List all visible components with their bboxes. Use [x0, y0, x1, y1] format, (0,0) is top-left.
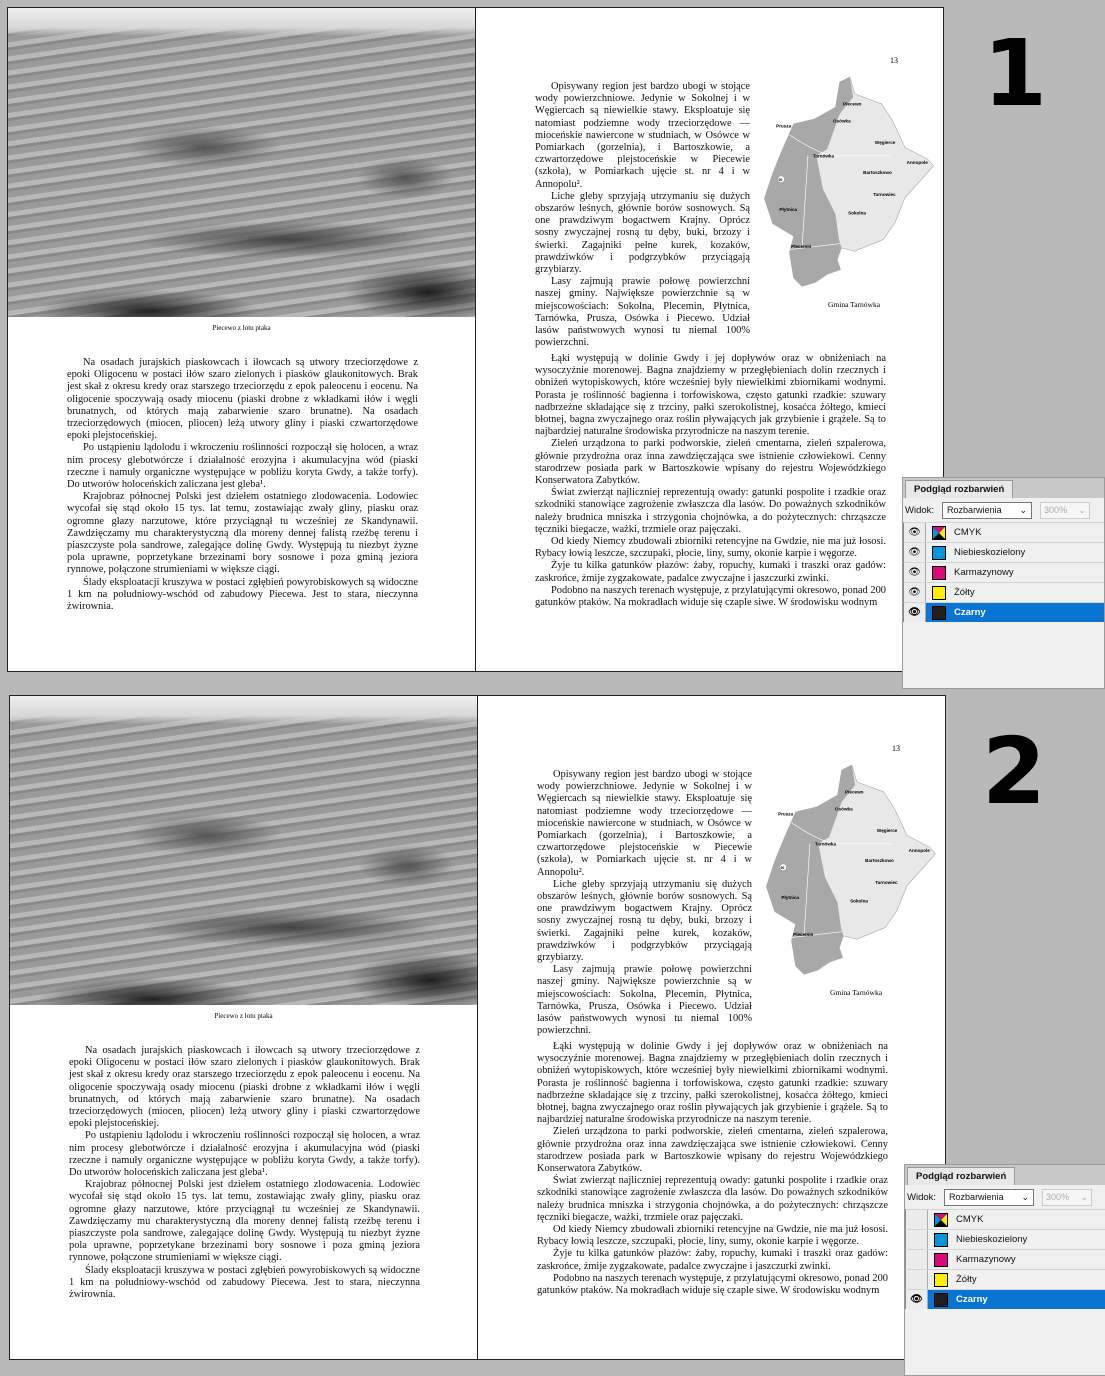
separation-label: Niebieskozielony — [954, 547, 1026, 558]
zoom-select[interactable] — [1040, 502, 1090, 519]
paragraph: Zieleń urządzona to parki podworskie, zieleń cmentarna, zieleń szpalerowa, głównie przydrożna oraz inna zawdzięczająca swe istnienie człowiekowi. Cenny starodrzew posiada park w Bartoszkowie wpisany do rejestru Wojewódzkiego Konserwatora Zabytków. — [537, 1126, 888, 1175]
visibility-toggle[interactable] — [906, 1230, 928, 1249]
left-body-text — [69, 1045, 420, 1301]
separation-label: Niebieskozielony — [956, 1234, 1028, 1245]
photo-caption: Piecewo z lotu ptaka — [214, 1012, 273, 1020]
separation-row[interactable] — [905, 1289, 1105, 1309]
map-place-label: Tarnowiec — [875, 879, 898, 885]
map-place-label: Płytnica — [781, 895, 800, 901]
visibility-toggle[interactable] — [904, 543, 926, 562]
separation-row[interactable] — [905, 1209, 1105, 1229]
view-select-value: Rozbarwienia — [947, 505, 1002, 515]
map-place-label: Prusza — [776, 123, 792, 129]
separation-label: Karmazynowy — [956, 1254, 1016, 1265]
color-swatch — [932, 606, 946, 620]
road-number: 90 — [778, 177, 783, 182]
map-place-label: Plecemin — [791, 243, 812, 249]
map-place-label: Węgierce — [876, 828, 898, 834]
left-page — [8, 8, 476, 671]
chevron-down-icon: ⌄ — [1080, 1191, 1089, 1202]
color-swatch — [934, 1253, 948, 1267]
map-place-label: Annopole — [906, 160, 928, 166]
color-swatch — [932, 566, 946, 580]
paragraph: Żyje tu kilka gatunków płazów: żaby, ropuchy, kumaki i traszki oraz gadów: zaskrońce, żmije zygzakowate, padalce zwyczajne i jaszczurki zwinki. — [537, 1248, 888, 1272]
paragraph: Opisywany region jest bardzo ubogi w stojące wody powierzchniowe. Jedynie w Sokolnej i w Węgiercach są niewielkie stawy. Eksploatuje się natomiast podziemne wody trzeciorzędowe — mioceńskie nawiercone w studniach, w Osówce w Pomiarkach (gorzelnia), i Bartoszkowie, a czwartorzędowe plejstoceńskie w Piecewie (szkoła), w Pomiarkach ujęcie st. nr 4 i w Annopolu². — [535, 81, 750, 190]
separation-label: Czarny — [954, 607, 986, 618]
zoom-value: 300% — [1046, 1192, 1070, 1202]
color-swatch — [934, 1273, 948, 1287]
paragraph: Po ustąpieniu lądolodu i wkroczeniu roślinności rozpoczął się holocen, a wraz nim procesy glebotwórcze i działalność erozyjna i akumulacyjna wód (piaski rzeczne i namuły organiczne występujące w pobliżu koryta Gwdy, a także torfy). Do utworów holoceńskich zaliczana jest gleba¹. — [69, 1130, 420, 1179]
color-swatch — [932, 586, 946, 600]
separation-row[interactable] — [903, 562, 1104, 582]
map-place-label: Tarnówka — [814, 841, 837, 847]
right-body-text — [537, 769, 888, 1297]
version-number: 2 — [982, 718, 1047, 825]
map-place-label: Tarnowiec — [873, 191, 896, 197]
separations-preview-panel — [902, 477, 1105, 689]
chevron-down-icon: ⌄ — [1019, 504, 1028, 515]
paragraph: Liche gleby sprzyjają utrzymaniu się dużych obszarów leśnych, głównie borów sosnowych. Są one prawdziwym bogactwem Krajny. Oprócz sosny zwyczajnej rosną tu dęby, buki, brzozy i świerki. Zagajniki pełne kurek, kozaków, prawdziwków i podgrzybków przyciągają grzybiarzy. — [535, 190, 750, 276]
right-page — [478, 696, 946, 1359]
aerial-photo — [10, 696, 477, 1005]
cmyk-swatch-icon — [932, 526, 946, 540]
chevron-down-icon: ⌄ — [1078, 504, 1087, 515]
separation-label: Czarny — [956, 1294, 988, 1305]
paragraph: Opisywany region jest bardzo ubogi w stojące wody powierzchniowe. Jedynie w Sokolnej i w Węgiercach są niewielkie stawy. Eksploatuje się natomiast podziemne wody trzeciorzędowe — mioceńskie nawiercone w studniach, w Osówce w Pomiarkach (gorzelnia), i Bartoszkowie, a czwartorzędowe plejstoceńskie w Piecewie (szkoła), w Pomiarkach ujęcie st. nr 4 i w Annopolu². — [537, 769, 752, 878]
visibility-toggle[interactable] — [906, 1270, 928, 1289]
separation-row[interactable] — [905, 1249, 1105, 1269]
map-place-label: Piecewo — [845, 789, 864, 795]
visibility-toggle[interactable] — [906, 1250, 928, 1269]
paragraph: Ślady eksploatacji kruszywa w postaci zgłębień powyrobiskowych są widoczne 1 km na południowy-wschód od zabudowy Piecewa. Jest to stara, nieczynna żwirownia. — [67, 576, 418, 613]
eye-icon: 👁 — [908, 527, 921, 538]
separation-row[interactable] — [905, 1229, 1105, 1249]
chevron-down-icon: ⌄ — [1021, 1191, 1030, 1202]
separation-label: CMYK — [956, 1214, 984, 1225]
separation-label: Karmazynowy — [954, 567, 1014, 578]
paragraph: Żyje tu kilka gatunków płazów: żaby, ropuchy, kumaki i traszki oraz gadów: zaskrońce, żmije zygzakowate, padalce zwyczajne i jaszczurki zwinki. — [535, 560, 886, 584]
view-label: Widok: — [905, 504, 935, 516]
paragraph: Ślady eksploatacji kruszywa w postaci zgłębień powyrobiskowych są widoczne 1 km na południowy-wschód od zabudowy Piecewa. Jest to stara, nieczynna żwirownia. — [69, 1264, 420, 1301]
separation-label: Żółty — [956, 1274, 977, 1285]
road-number: 90 — [780, 865, 785, 870]
color-swatch — [934, 1293, 948, 1307]
photo-caption: Piecewo z lotu ptaka — [212, 324, 271, 332]
paragraph: Zieleń urządzona to parki podworskie, zieleń cmentarna, zieleń szpalerowa, głównie przydrożna oraz inna zawdzięczająca swe istnienie człowiekowi. Cenny starodrzew posiada park w Bartoszkowie wpisany do rejestru Wojewódzkiego Konserwatora Zabytków. — [535, 438, 886, 487]
map-place-label: Węgierce — [874, 140, 896, 146]
visibility-toggle[interactable] — [904, 563, 926, 582]
paragraph: Krajobraz północnej Polski jest dziełem ostatniego zlodowacenia. Lodowiec wycofał się stąd około 15 tys. lat temu, zostawiając zwały gliny, piasku oraz ogromne głazy narzutowe, które przyciągnął tu wcześniej ze Skandynawii. Zawdzięczamy mu charakterystyczną dla moreny dennej falistą rzeźbę terenu i piaszczyste pola sandrowe, zalegające dolinę Gwdy. Występują tu niezbyt żyzne pola uprawne, poprzetykane brzezinami bory sosnowe i poza gminą jeziora rynnowe, połączone strumieniami w większe ciągi. — [67, 491, 418, 576]
page-number: 13 — [890, 56, 898, 65]
view-select-value: Rozbarwienia — [949, 1192, 1004, 1202]
paragraph: Po ustąpieniu lądolodu i wkroczeniu roślinności rozpoczął się holocen, a wraz nim procesy glebotwórcze i działalność erozyjna i akumulacyjna wód (piaski rzeczne i namuły organiczne występujące w pobliżu koryta Gwdy, a także torfy). Do utworów holoceńskich zaliczana jest gleba¹. — [67, 442, 418, 491]
paragraph: Podobno na naszych terenach występuje, z przylatującymi okresowo, ponad 200 gatunków ptaków. Na mokradłach widuje się czaple siwe. W środowisku wodnym — [535, 584, 886, 609]
panel-tab-bar — [905, 1165, 1105, 1185]
left-body-text — [67, 357, 418, 613]
map-place-label: Bartoszkowo — [865, 858, 894, 864]
left-page — [10, 696, 478, 1359]
map-place-label: Osówka — [833, 118, 851, 124]
zoom-value: 300% — [1044, 505, 1068, 515]
map-place-label: Osówka — [835, 806, 853, 812]
version-number: 1 — [983, 20, 1048, 127]
visibility-toggle[interactable] — [906, 1210, 928, 1229]
panel-tab[interactable]: Podgląd rozbarwień — [905, 480, 1013, 498]
paragraph: Od kiedy Niemcy zbudowali zbiorniki retencyjne na Gwdzie, nie ma już łososi. Rybacy łowią leszcze, szczupaki, płocie, liny, sumy, okonie karpie i węgorze. — [537, 1224, 888, 1248]
separation-row[interactable] — [903, 582, 1104, 602]
visibility-toggle[interactable] — [904, 523, 926, 542]
map-place-label: Sokolna — [848, 210, 866, 216]
map-place-label: Sokolna — [850, 898, 868, 904]
visibility-toggle[interactable] — [906, 1290, 928, 1309]
eye-icon: 👁 — [910, 1294, 923, 1305]
color-swatch — [932, 546, 946, 560]
view-select[interactable] — [944, 1189, 1034, 1206]
panel-tab[interactable]: Podgląd rozbarwień — [907, 1167, 1015, 1185]
map-place-label: Annopole — [908, 848, 930, 854]
separation-row[interactable] — [905, 1269, 1105, 1289]
visibility-toggle[interactable] — [904, 603, 926, 622]
map-place-label: Prusza — [778, 811, 794, 817]
paragraph: Lasy zajmują prawie połowę powierzchni naszej gminy. Największe powierzchnie są w miejscowościach: Sokolna, Plecemin, Płytnica, Tarnówka, Prusza, Osówka i Piecewo. Udział lasów państwowych wynosi tu niemal 100% powierzchni. — [535, 276, 750, 349]
panel-tab-bar — [903, 478, 1104, 498]
view-select[interactable] — [942, 502, 1032, 519]
paragraph: Lasy zajmują prawie połowę powierzchni naszej gminy. Największe powierzchnie są w miejscowościach: Sokolna, Plecemin, Płytnica, Tarnówka, Prusza, Osówka i Piecewo. Udział lasów państwowych wynosi tu niemal 100% powierzchni. — [537, 964, 752, 1037]
paragraph: Na osadach jurajskich piaskowcach i iłowcach są utwory trzeciorzędowe z epoki Oligocenu w postaci iłów szaro zielonych i piasków glaukonitowych. Brak jest skał z okresu kredy oraz starszego trzeciorzędu z epok paleocenu i eocenu. Na oligocenie spoczywają osady miocenu (piaski drobne z wkładkami iłów i węgli brunatnych, od których mają zabarwienie szaro brunatne). Na osadach trzeciorzędowych (miocen, pliocen) leżą utwory gliny i piaski czwartorzędowe epoki plejstoceńskiej. — [67, 357, 418, 442]
cmyk-swatch-icon — [934, 1213, 948, 1227]
separation-label: Żółty — [954, 587, 975, 598]
paragraph: Podobno na naszych terenach występuje, z przylatującymi okresowo, ponad 200 gatunków ptaków. Na mokradłach widuje się czaple siwe. W środowisku wodnym — [537, 1272, 888, 1297]
map-place-label: Tarnówka — [812, 153, 835, 159]
map-title: Gmina Tarnówka — [830, 988, 883, 997]
eye-icon: 👁 — [908, 607, 921, 618]
eye-icon: 👁 — [908, 587, 921, 598]
page-spread-2 — [9, 695, 946, 1360]
separation-row[interactable] — [903, 542, 1104, 562]
paragraph: Od kiedy Niemcy zbudowali zbiorniki retencyjne na Gwdzie, nie ma już łososi. Rybacy łowią leszcze, szczupaki, płocie, liny, sumy, okonie karpie i węgorze. — [535, 536, 886, 560]
separation-row[interactable] — [903, 522, 1104, 542]
page-number: 13 — [892, 744, 900, 753]
paragraph: Łąki występują w dolinie Gwdy i jej dopływów oraz w obniżeniach na wysoczyźnie morenowej. Bagna znajdziemy w przegłębieniach dolin rzecznych i obniżeń wytopiskowych, które wcześniej były niewielkimi zbiornikami wodnymi. Porasta je roślinność bagienna i torfowiskowa, często gatunki rzadkie: szuwary nadbrzeżne składające się z trzciny, pałki szerokolistnej, kosaćca żółtego, kmieci błotnej, bagna zwyczajnego oraz roślin pływających jak grzybienie i grążele. Są to najbardziej naturalne środowiska przyrodnicze na naszym terenie. — [537, 1041, 888, 1126]
visibility-toggle[interactable] — [904, 583, 926, 602]
paragraph: Łąki występują w dolinie Gwdy i jej dopływów oraz w obniżeniach na wysoczyźnie morenowej. Bagna znajdziemy w przegłębieniach dolin rzecznych i obniżeń wytopiskowych, które wcześniej były niewielkimi zbiornikami wodnymi. Porasta je roślinność bagienna i torfowiskowa, często gatunki rzadkie: szuwary nadbrzeżne składające się z trzciny, pałki szerokolistnej, kosaćca żółtego, kmieci błotnej, bagna zwyczajnego oraz roślin pływających jak grzybienie i grążele. Są to najbardziej naturalne środowiska przyrodnicze na naszym terenie. — [535, 353, 886, 438]
paragraph: Świat zwierząt najliczniej reprezentują owady: gatunki pospolite i rzadkie oraz szkodniki stanowiące zagrożenie zwłaszcza dla lasów. Do poważnych szkodników należy brudnica mniszka i strzygonia chojnówka, a do pożytecznych: chrząszcze tęczniki biegacze, ważki, trzmiele oraz pajęczaki. — [535, 487, 886, 535]
paragraph: Liche gleby sprzyjają utrzymaniu się dużych obszarów leśnych, głównie borów sosnowych. Są one prawdziwym bogactwem Krajny. Oprócz sosny zwyczajnej rosną tu dęby, buki, brzozy i świerki. Zagajniki pełne kurek, kozaków, prawdziwków i podgrzybków przyciągają grzybiarzy. — [537, 878, 752, 964]
separation-row[interactable] — [903, 602, 1104, 622]
aerial-photo — [8, 8, 475, 317]
color-swatch — [934, 1233, 948, 1247]
separation-label: CMYK — [954, 527, 982, 538]
paragraph: Na osadach jurajskich piaskowcach i iłowcach są utwory trzeciorzędowe z epoki Oligocenu w postaci iłów szaro zielonych i piasków glaukonitowych. Brak jest skał z okresu kredy oraz starszego trzeciorzędu z epok paleocenu i eocenu. Na oligocenie spoczywają osady miocenu (piaski drobne z wkładkami iłów i węgli brunatnych, od których mają zabarwienie szaro brunatne). Na osadach trzeciorzędowych (miocen, pliocen) leżą utwory gliny i piaski czwartorzędowe epoki plejstoceńskiej. — [69, 1045, 420, 1130]
zoom-select[interactable] — [1042, 1189, 1092, 1206]
map-place-label: Plecemin — [793, 931, 814, 937]
view-label: Widok: — [907, 1191, 937, 1203]
map-place-label: Bartoszkowo — [863, 170, 892, 176]
eye-icon: 👁 — [908, 567, 921, 578]
map-place-label: Piecewo — [843, 101, 862, 107]
page-spread-1 — [7, 7, 944, 672]
map-title: Gmina Tarnówka — [828, 300, 881, 309]
right-page — [476, 8, 944, 671]
right-body-text — [535, 81, 886, 609]
map-place-label: Płytnica — [779, 207, 798, 213]
eye-icon: 👁 — [908, 547, 921, 558]
paragraph: Krajobraz północnej Polski jest dziełem ostatniego zlodowacenia. Lodowiec wycofał się stąd około 15 tys. lat temu, zostawiając zwały gliny, piasku oraz ogromne głazy narzutowe, które przyciągnął tu wcześniej ze Skandynawii. Zawdzięczamy mu charakterystyczną dla moreny dennej falistą rzeźbę terenu i piaszczyste pola sandrowe, zalegające dolinę Gwdy. Występują tu niezbyt żyzne pola uprawne, poprzetykane brzezinami bory sosnowe i poza gminą jeziora rynnowe, połączone strumieniami w większe ciągi. — [69, 1179, 420, 1264]
paragraph: Świat zwierząt najliczniej reprezentują owady: gatunki pospolite i rzadkie oraz szkodniki stanowiące zagrożenie zwłaszcza dla lasów. Do poważnych szkodników należy brudnica mniszka i strzygonia chojnówka, a do pożytecznych: chrząszcze tęczniki biegacze, ważki, trzmiele oraz pajęczaki. — [537, 1175, 888, 1223]
separations-preview-panel — [904, 1164, 1105, 1376]
